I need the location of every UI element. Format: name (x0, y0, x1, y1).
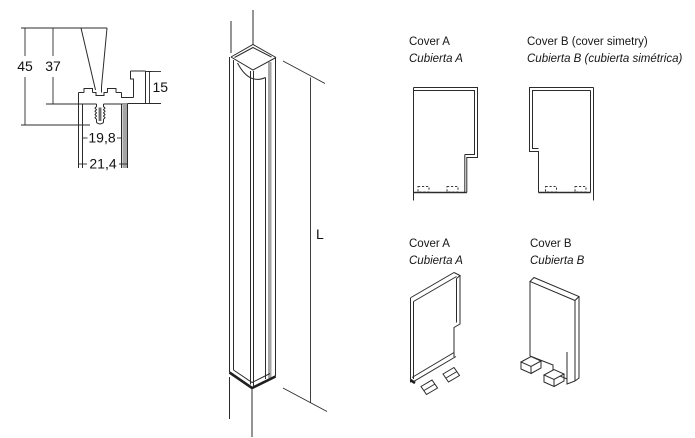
dim-37 (45, 28, 78, 104)
dim-19-8 (83, 130, 122, 146)
clip-feet-hidden (418, 187, 458, 193)
cover-a-bottom-title: Cover A (409, 238, 450, 250)
dim-label-45: 45 (17, 58, 33, 74)
cross-section-drawing (17, 28, 168, 172)
dim-label-21-4: 21,4 (89, 155, 117, 172)
dim-label-37: 37 (45, 58, 61, 74)
cover-b-front-view (530, 88, 594, 201)
cover-a-top-subtitle: Cubierta A (409, 53, 463, 65)
screw-boss (95, 104, 105, 124)
dim-label-15: 15 (152, 79, 169, 95)
cover-a-bottom-label (409, 236, 463, 270)
profile-shading-stripe (268, 62, 272, 378)
cover-b-top-label (527, 34, 682, 68)
length-dimension (283, 61, 327, 412)
cover-b-bottom-title: Cover B (530, 238, 572, 250)
clip-feet (421, 368, 460, 395)
clip-feet-hidden (546, 187, 587, 193)
cover-b-iso-view (521, 278, 579, 387)
dim-label-19-8: 19,8 (88, 129, 116, 146)
length-label: L (316, 226, 324, 242)
profile-3d-drawing (230, 10, 328, 437)
cover-b-top-title: Cover B (cover simetry) (527, 36, 648, 48)
cover-b-bottom-label (530, 236, 584, 270)
dim-45 (17, 28, 90, 125)
cover-a-top-title: Cover A (409, 36, 450, 48)
dim-21-4 (79, 156, 128, 172)
cover-b-top-subtitle: Cubierta B (cubierta simétrica) (527, 53, 683, 65)
cover-b-bottom-subtitle: Cubierta B (530, 255, 585, 267)
cover-a-top-label (409, 34, 463, 68)
wall-shading (123, 104, 128, 168)
cover-a-iso-view (411, 273, 461, 395)
profile-body (230, 10, 277, 437)
cover-a-bottom-subtitle: Cubierta A (409, 255, 463, 267)
profile-cross-section (79, 28, 146, 168)
cover-a-front-view (414, 88, 478, 201)
